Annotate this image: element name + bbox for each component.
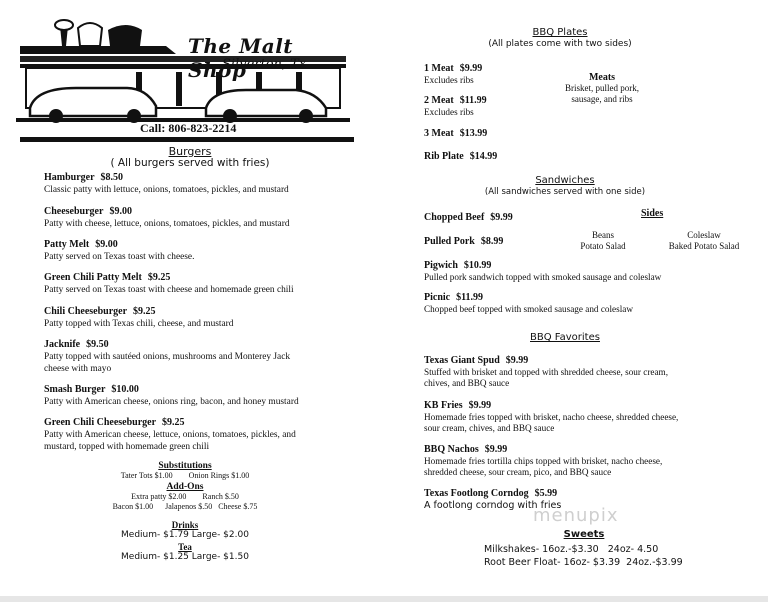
burgers-title: Burgers — [168, 145, 212, 158]
menu-item: 1 Meat $9.99 Excludes ribs — [424, 63, 483, 85]
menu-item: Picnic $11.99 Chopped beef topped with smoked sausage and coleslaw — [424, 292, 633, 314]
shop-location: Silverton, Tx — [222, 57, 307, 72]
sandwiches-title: Sandwiches — [535, 175, 595, 186]
bbq-favorites-title: BBQ Favorites — [530, 332, 600, 343]
sweets-section — [484, 528, 684, 569]
sides-title: Sides — [641, 208, 664, 219]
sweets-row-2: Root Beer Float- 16oz- $3.39 24oz.-$3.99 — [484, 557, 683, 568]
menu-item: Rib Plate $14.99 — [424, 151, 498, 162]
addons-row-1: Extra patty $2.00 Ranch $.50 — [131, 492, 239, 501]
sides-col-1: Beans Potato Salad — [580, 230, 626, 251]
menu-item: Green Chili Cheeseburger $9.25 Patty with American cheese, lettuce, onions, tomatoes, pickles, and mustard, topped with homemade green chili — [44, 417, 296, 452]
menu-item: Cheeseburger $9.00 Patty with cheese, lettuce, onions, tomatoes, pickles, and mustard — [44, 206, 290, 229]
menu-item: Texas Giant Spud $9.99 Stuffed with brisket and topped with shredded cheese, sour cream, chives, and BBQ sauce — [424, 355, 668, 388]
drinks-section — [80, 520, 290, 562]
menu-item: Green Chili Patty Melt $9.25 Patty served on Texas toast with cheese and homemade green chili — [44, 272, 294, 295]
meats-title: Meats — [588, 72, 616, 83]
addons-row-2: Bacon $1.00 Jalapenos $.50 Cheese $.75 — [112, 502, 258, 511]
menu-item: 2 Meat $11.99 Excludes ribs — [424, 95, 487, 117]
menu-item: Texas Footlong Corndog $5.99 A footlong corndog with fries — [424, 488, 562, 511]
menu-item: Hamburger $8.50 Classic patty with lettuce, onions, tomatoes, pickles, and mustard — [44, 172, 289, 195]
tea-prices: Medium- $1.25 Large- $1.50 — [121, 552, 249, 562]
sides-col-2: Coleslaw Baked Potato Salad — [668, 230, 740, 251]
bbq-plates-title: BBQ Plates — [532, 27, 588, 38]
sweets-title: Sweets — [563, 529, 605, 540]
menu-item: KB Fries $9.99 Homemade fries topped with brisket, nacho cheese, shredded cheese, sour cream, chives, and BBQ sauce — [424, 400, 679, 433]
menu-item: Smash Burger $10.00 Patty with American cheese, onions ring, bacon, and honey mustard — [44, 384, 299, 407]
menu-item: Pulled Pork $8.99 — [424, 236, 504, 247]
substitutions-section — [90, 461, 280, 512]
phone-number: Call: 806-823-2214 — [140, 121, 237, 135]
menu-item: BBQ Nachos $9.99 Homemade fries tortilla chips topped with brisket, nacho cheese, shredded cheese, sour cream, pico, and BBQ sauce — [424, 444, 663, 477]
drinks-prices: Medium- $1.79 Large- $2.00 — [121, 530, 249, 540]
watermark-logo: menupix — [533, 505, 619, 526]
header-divider — [20, 137, 354, 142]
substitutions-title: Substitutions — [158, 461, 212, 471]
meats-box — [552, 72, 652, 105]
logo-illustration — [16, 16, 350, 124]
addons-title: Add-Ons — [166, 482, 204, 492]
bbq-plates-subtitle: (All plates come with two sides) — [488, 39, 632, 49]
page-bottom-edge — [0, 596, 768, 602]
menu-item: Chili Cheeseburger $9.25 Patty topped with Texas chili, cheese, and mustard — [44, 306, 234, 329]
meats-line-2: sausage, and ribs — [571, 94, 633, 104]
menu-item: Patty Melt $9.00 Patty served on Texas toast with cheese. — [44, 239, 195, 262]
sweets-row-1: Milkshakes- 16oz.-$3.30 24oz- 4.50 — [484, 544, 659, 555]
menu-item: Chopped Beef $9.99 — [424, 212, 513, 223]
shop-title: The Malt Shop — [188, 34, 294, 82]
tea-title: Tea — [178, 542, 192, 552]
sandwiches-subtitle: (All sandwiches served with one side) — [484, 187, 646, 197]
substitutions-items: Tater Tots $1.00 Onion Rings $1.00 — [120, 471, 250, 480]
burgers-subtitle: ( All burgers served with fries) — [110, 157, 270, 169]
drinks-title: Drinks — [171, 520, 199, 530]
menu-item: Jacknife $9.50 Patty topped with sautéed onions, mushrooms and Monterey Jack cheese with mayo — [44, 339, 291, 374]
menu-item: Pigwich $10.99 Pulled pork sandwich topped with smoked sausage and coleslaw — [424, 260, 662, 282]
meats-line-1: Brisket, pulled pork, — [565, 83, 639, 93]
menu-item: 3 Meat $13.99 — [424, 128, 488, 139]
